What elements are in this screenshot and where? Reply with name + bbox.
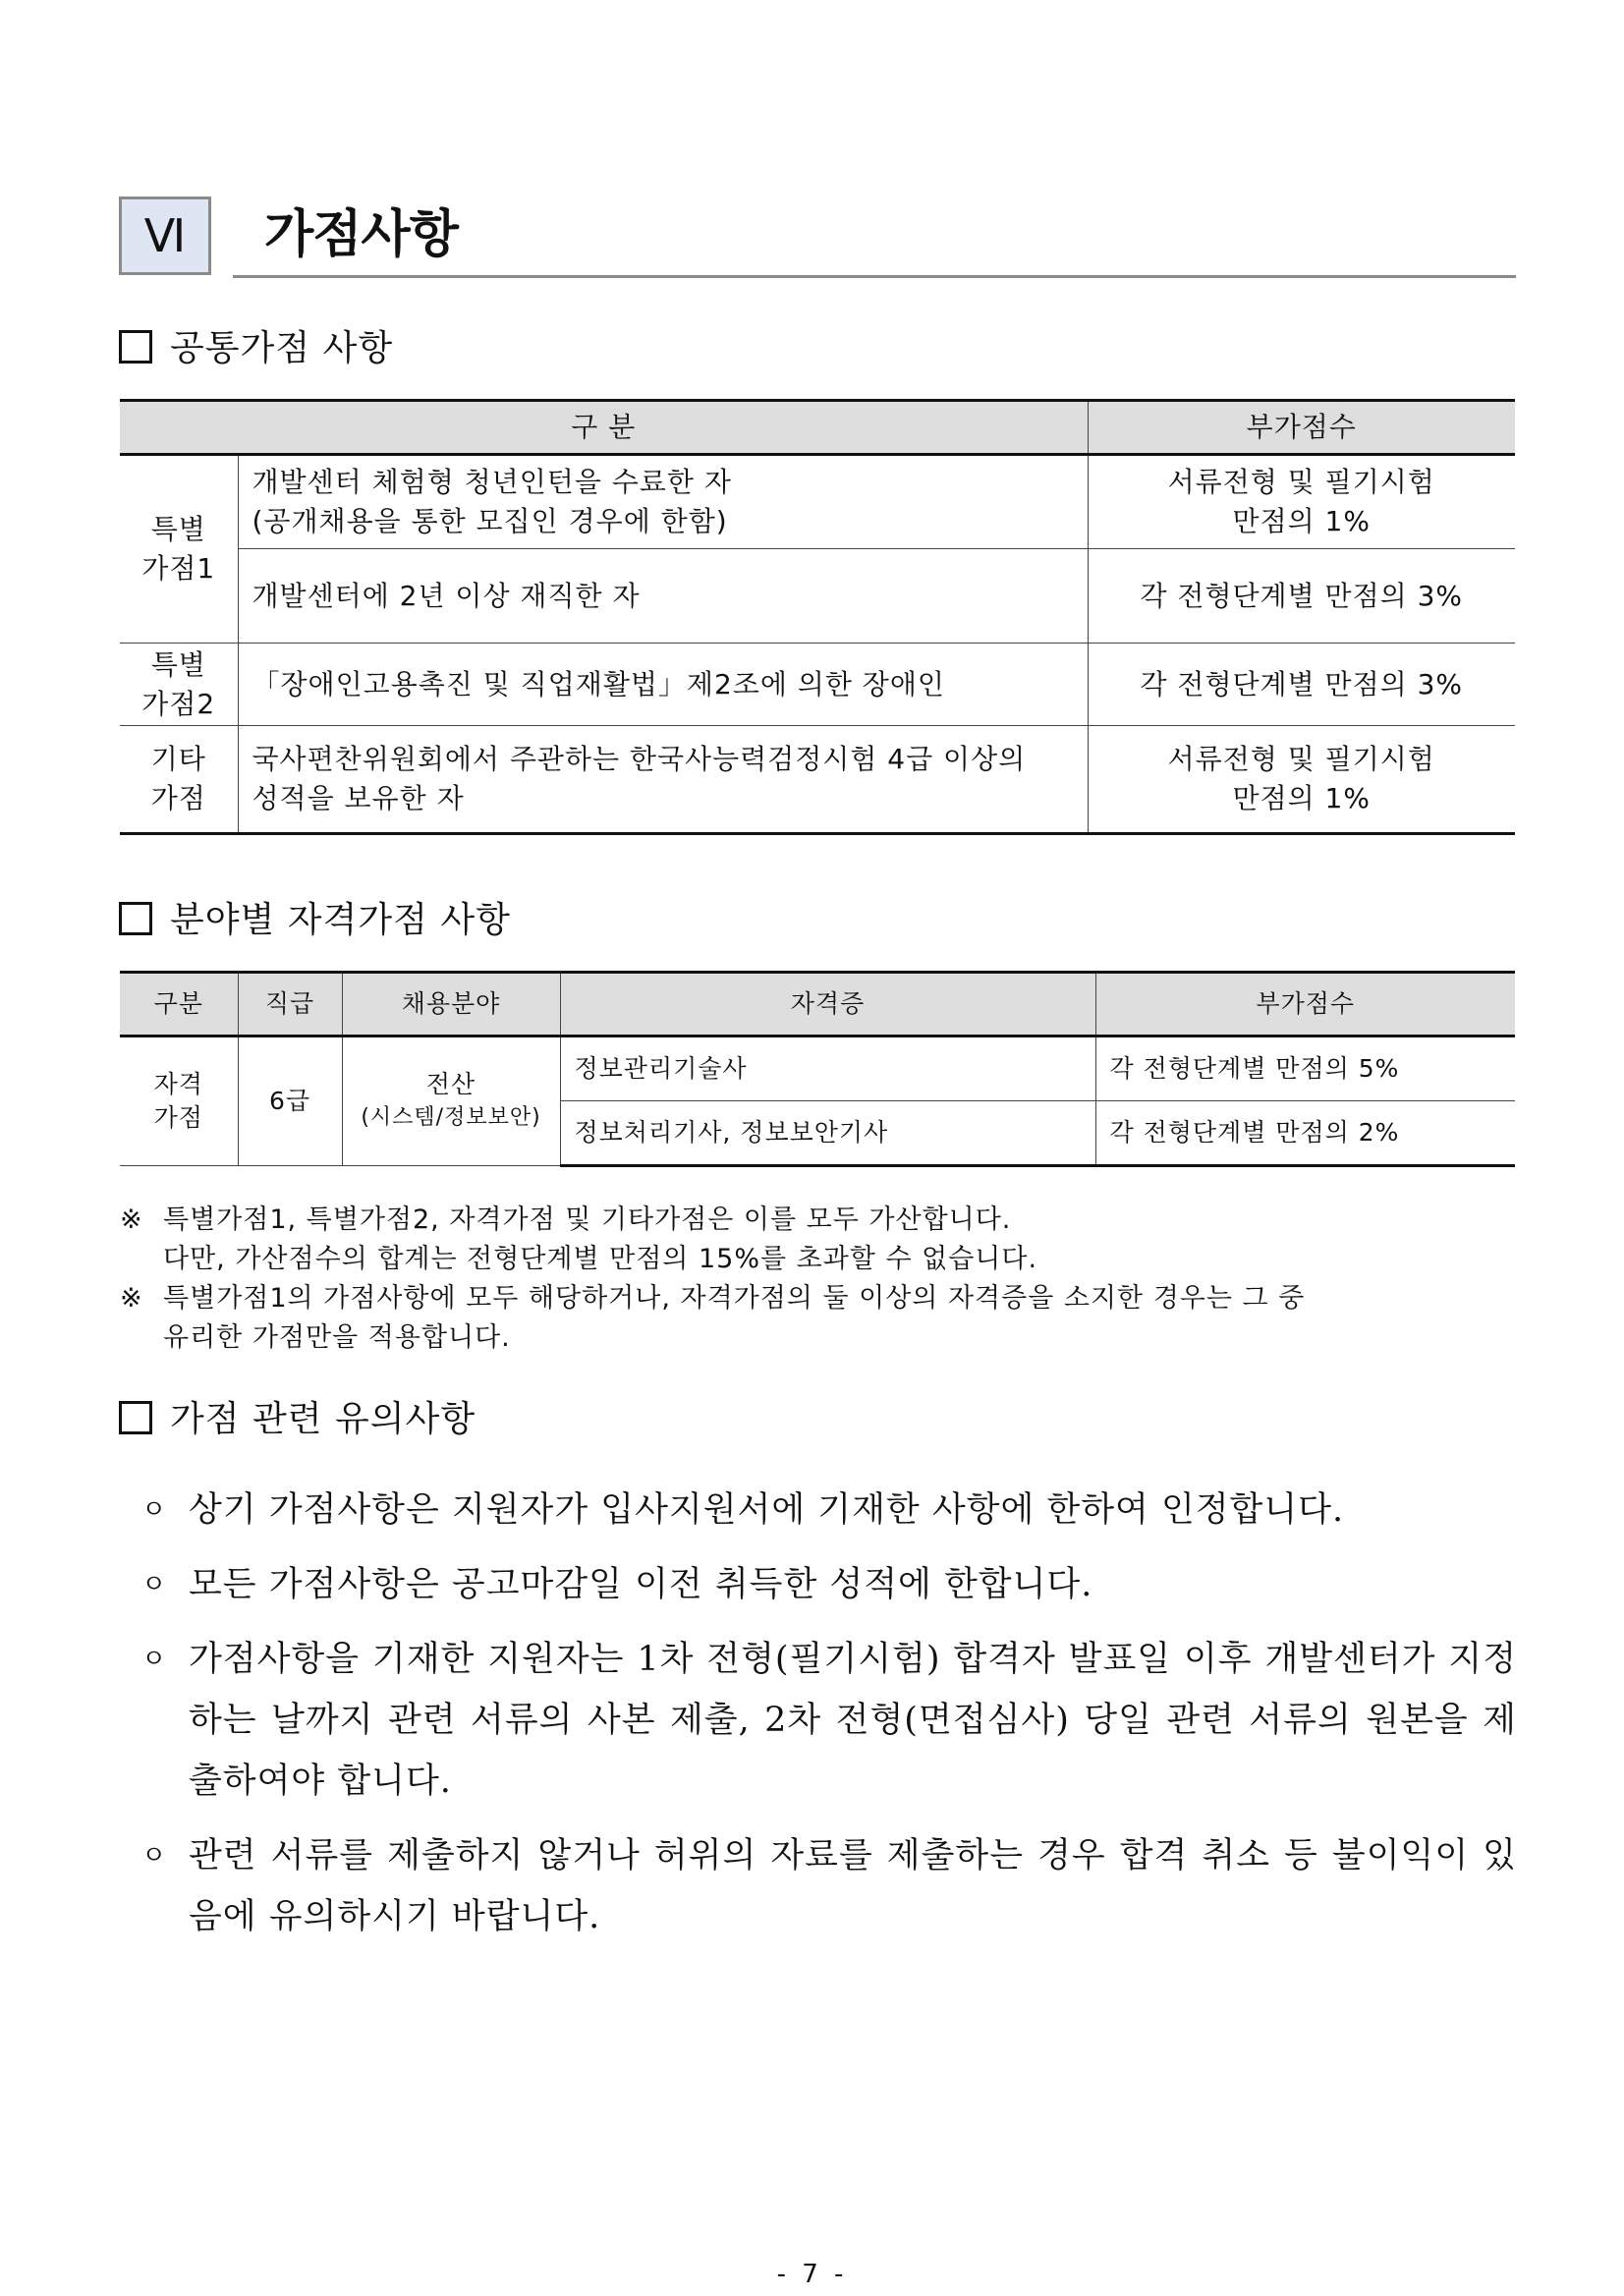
chapter-number-box: Ⅵ	[119, 196, 211, 275]
header-points: 부가점수	[1095, 973, 1515, 1036]
criteria-cell: 개발센터 체험형 청년인턴을 수료한 자 (공개채용을 통한 모집인 경우에 한함)	[238, 455, 1088, 549]
checkbox-square-icon	[119, 1401, 152, 1434]
bullet-circle-icon: ㅇ	[141, 1570, 168, 1599]
section-heading-common	[119, 324, 393, 373]
table-header-row	[120, 973, 1515, 1036]
points-cell: 각 전형단계별 만점의 3%	[1088, 549, 1515, 644]
note-item: ※ 특별가점1, 특별가점2, 자격가점 및 기타가점은 이를 모두 가산합니다. 다만, 가산점수의 합계는 전형단계별 만점의 15%를 초과할 수 없습니다.	[120, 1201, 1517, 1279]
page-number: - 7 -	[776, 2260, 848, 2289]
notice-list	[138, 1480, 1517, 1961]
criteria-cell: 개발센터에 2년 이상 재직한 자	[238, 549, 1088, 644]
points-cell: 서류전형 및 필기시험 만점의 1%	[1088, 455, 1515, 549]
points-cell: 각 전형단계별 만점의 2%	[1095, 1101, 1515, 1166]
table-row	[120, 549, 1515, 644]
section-title: 가점 관련 유의사항	[170, 1399, 476, 1439]
chapter-heading	[119, 196, 1516, 281]
table-row	[120, 1036, 1515, 1101]
category-cell: 특별 가점1	[120, 455, 238, 644]
category-cell: 특별 가점2	[120, 644, 238, 726]
field-bonus-table	[120, 971, 1515, 1167]
header-grade: 직급	[238, 973, 342, 1036]
chapter-title: 가점사항	[264, 205, 458, 264]
points-cell: 각 전형단계별 만점의 3%	[1088, 644, 1515, 726]
certificate-cell: 정보관리기술사	[560, 1036, 1095, 1101]
criteria-cell: 「장애인고용촉진 및 직업재활법」제2조에 의한 장애인	[238, 644, 1088, 726]
checkbox-square-icon	[119, 902, 152, 935]
list-item: ㅇ 가점사항을 기재한 지원자는 1차 전형(필기시험) 합격자 발표일 이후 개발센터가 지정하는 날까지 관련 서류의 사본 제출, 2차 전형(면접심사) 당일 관련 서류의 원본을 제출하여야 합니다.	[138, 1629, 1517, 1812]
header-field: 채용분야	[342, 973, 560, 1036]
list-item: ㅇ 관련 서류를 제출하지 않거나 허위의 자료를 제출하는 경우 합격 취소 등 불이익이 있음에 유의하시기 바랍니다.	[138, 1825, 1517, 1947]
note-item: ※ 특별가점1의 가점사항에 모두 해당하거나, 자격가점의 둘 이상의 자격증을 소지한 경우는 그 중 유리한 가점만을 적용합니다.	[120, 1279, 1517, 1358]
points-cell: 각 전형단계별 만점의 5%	[1095, 1036, 1515, 1101]
points-cell: 서류전형 및 필기시험 만점의 1%	[1088, 726, 1515, 834]
field-cell: 전산 (시스템/정보보안)	[342, 1036, 560, 1166]
certificate-cell: 정보처리기사, 정보보안기사	[560, 1101, 1095, 1166]
bullet-circle-icon: ㅇ	[141, 1841, 168, 1871]
reference-mark-icon: ※	[120, 1204, 143, 1235]
checkbox-square-icon	[119, 330, 152, 364]
header-category: 구분	[120, 973, 238, 1036]
section-heading-field	[119, 896, 511, 945]
chapter-underline	[233, 275, 1516, 278]
section-heading-notice	[119, 1395, 476, 1444]
notes-block	[120, 1201, 1517, 1358]
header-points: 부가점수	[1088, 401, 1515, 455]
grade-cell: 6급	[238, 1036, 342, 1166]
list-item: ㅇ 모든 가점사항은 공고마감일 이전 취득한 성적에 한합니다.	[138, 1554, 1517, 1615]
reference-mark-icon: ※	[120, 1283, 143, 1314]
table-row	[120, 644, 1515, 726]
category-cell: 자격 가점	[120, 1036, 238, 1166]
bullet-circle-icon: ㅇ	[141, 1645, 168, 1674]
table-header-row	[120, 401, 1515, 455]
criteria-cell: 국사편찬위원회에서 주관하는 한국사능력검정시험 4급 이상의 성적을 보유한 자	[238, 726, 1088, 834]
table-row	[120, 726, 1515, 834]
category-cell: 기타 가점	[120, 726, 238, 834]
section-title: 분야별 자격가점 사항	[170, 900, 511, 940]
section-title: 공통가점 사항	[170, 328, 394, 368]
bullet-circle-icon: ㅇ	[141, 1495, 168, 1525]
list-item: ㅇ 상기 가점사항은 지원자가 입사지원서에 기재한 사항에 한하여 인정합니다.	[138, 1480, 1517, 1540]
table-row	[120, 455, 1515, 549]
header-category: 구 분	[120, 401, 1088, 455]
common-bonus-table	[120, 399, 1515, 835]
header-certificate: 자격증	[560, 973, 1095, 1036]
